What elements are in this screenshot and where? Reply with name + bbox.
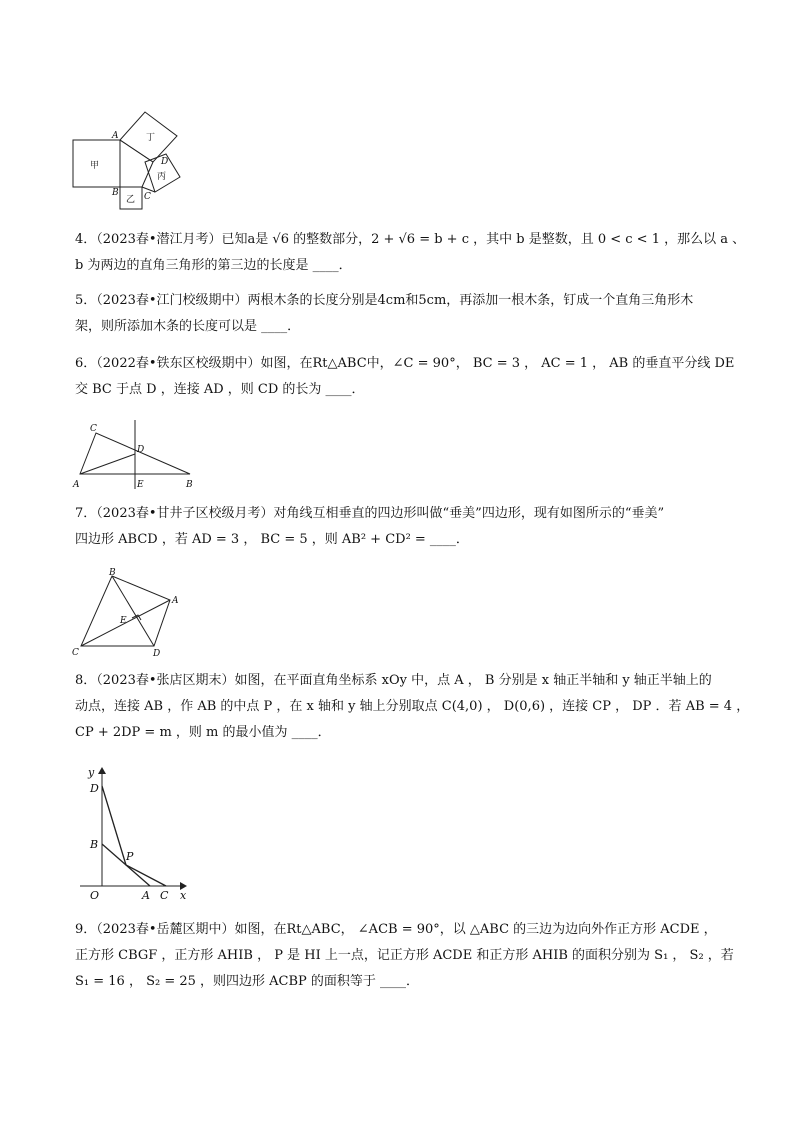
question-6-line-2: 交 BC 于点 D ，连接 AD ，则 CD 的长为 ____． xyxy=(75,382,365,397)
question-8-line-2: 动点，连接 AB ，作 AB 的中点 P ，在 x 轴和 y 轴上分别取点 C(4,0) ， D(0,6) ，连接 CP ， DP ．若 AB = 4 ， xyxy=(75,699,750,714)
question-5 xyxy=(75,288,735,340)
fig6-label-a: A xyxy=(73,480,80,490)
fig6-label-b: B xyxy=(186,480,193,490)
question-7 xyxy=(75,501,735,553)
fig-label-bing: 丙 xyxy=(157,172,167,182)
quadrilateral-figure-7 xyxy=(66,566,186,658)
fig7-label-d: D xyxy=(153,649,161,658)
fig-label-jia: 甲 xyxy=(90,161,100,171)
fig8-label-x: x xyxy=(180,889,187,902)
coordinate-figure-8 xyxy=(80,762,200,902)
question-4-line-2: b 为两边的直角三角形的第三边的长度是 ____． xyxy=(75,258,352,273)
question-8 xyxy=(75,668,750,746)
question-9-line-3: S₁ = 16 ， S₂ = 25 ，则四边形 ACBP 的面积等于 ____． xyxy=(75,974,420,989)
fig6-label-e: E xyxy=(137,480,144,490)
question-4-line-1: 4．（2023春•潜江月考）已知a是 √6 的整数部分，2 + √6 = b + c ，其中 b 是整数，且 0 < c < 1 ，那么以 a 、 xyxy=(75,232,746,247)
fig8-label-p: P xyxy=(126,850,134,863)
fig6-label-d: D xyxy=(137,445,145,455)
quadrilateral-abcd xyxy=(81,576,170,646)
triangle-figure-6 xyxy=(68,417,198,493)
fig8-label-a: A xyxy=(142,889,150,902)
fig8-label-y: y xyxy=(88,766,95,779)
squares-figure xyxy=(65,102,190,214)
question-4 xyxy=(75,227,746,279)
question-6 xyxy=(75,351,735,403)
fig8-label-d: D xyxy=(90,782,99,795)
question-9 xyxy=(75,917,735,995)
question-8-line-3: CP + 2DP = m ，则 m 的最小值为 ____． xyxy=(75,725,331,740)
question-6-line-1: 6．（2022春•铁东区校级期中）如图，在Rt△ABC中，∠C = 90°， BC = 3 ， AC = 1 ， AB 的垂直平分线 DE xyxy=(75,356,735,371)
fig8-label-o: O xyxy=(90,889,100,902)
question-5-line-2: 架，则所添加木条的长度可以是 ____． xyxy=(75,319,301,334)
fig7-label-a: A xyxy=(172,596,179,606)
question-8-line-1: 8．（2023春•张店区期末）如图，在平面直角坐标系 xOy 中，点 A ， B 分别是 x 轴正半轴和 y 轴正半轴上的 xyxy=(75,673,712,688)
question-9-line-2: 正方形 CBGF ，正方形 AHIB ， P 是 HI 上一点，记正方形 ACDE 和正方形 AHIB 的面积分别为 S₁ ， S₂ ，若 xyxy=(75,948,734,963)
fig-label-b: B xyxy=(112,188,119,198)
fig6-label-c: C xyxy=(90,424,97,434)
fig-label-a: A xyxy=(112,131,119,141)
question-5-line-1: 5．（2023春•江门校级期中）两根木条的长度分别是4cm和5cm，再添加一根木条，钉成一个直角三角形木 xyxy=(75,293,694,308)
fig-label-yi: 乙 xyxy=(126,195,136,205)
fig8-label-b: B xyxy=(90,838,99,851)
fig8-label-c: C xyxy=(160,889,169,902)
fig-label-d: D xyxy=(161,157,169,167)
fig7-label-e: E xyxy=(120,616,127,626)
segment-dp xyxy=(102,786,126,865)
question-7-line-2: 四边形 ABCD ，若 AD = 3 ， BC = 5 ，则 AB² + CD² = ____． xyxy=(75,532,469,547)
fig-label-c: C xyxy=(144,192,151,202)
segment-ad xyxy=(80,454,135,474)
question-7-line-1: 7．（2023春•甘井子区校级月考）对角线互相垂直的四边形叫做“垂美”四边形，现有如图所示的“垂美” xyxy=(75,506,665,521)
fig7-label-c: C xyxy=(72,648,79,658)
fig7-label-b: B xyxy=(109,568,116,578)
fig-label-ding: 丁 xyxy=(146,133,156,143)
question-9-line-1: 9．（2023春•岳麓区期中）如图，在Rt△ABC， ∠ACB = 90°，以 △ABC 的三边为边向外作正方形 ACDE ， xyxy=(75,922,717,937)
